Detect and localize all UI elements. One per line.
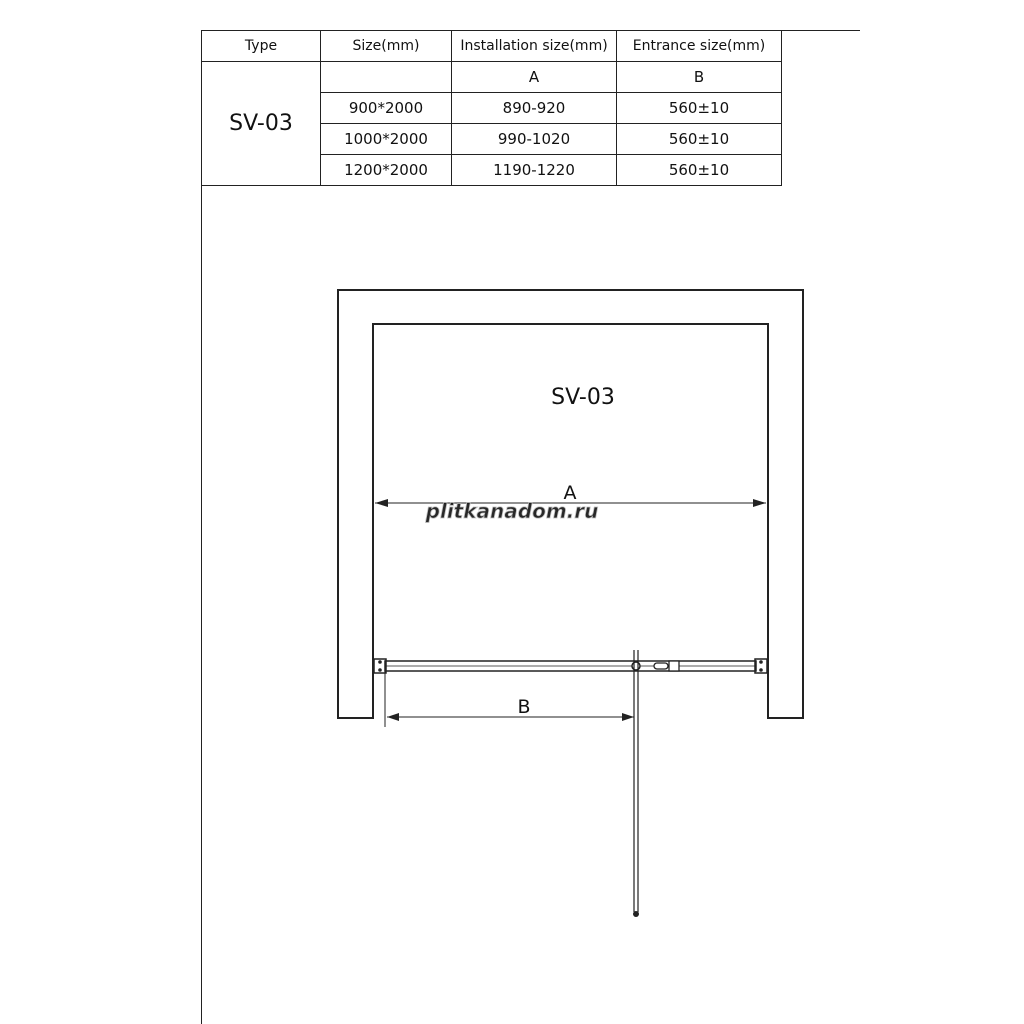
door-panel-end bbox=[633, 911, 639, 917]
row-size: 1000*2000 bbox=[321, 124, 452, 155]
header-entrance-size: Entrance size(mm) bbox=[617, 31, 782, 62]
connector-clip bbox=[654, 663, 668, 669]
dimension-b-arrow-left bbox=[387, 713, 399, 721]
left-bracket-screw bbox=[378, 660, 382, 664]
dimension-a-arrow-right bbox=[753, 499, 766, 507]
row-size: 900*2000 bbox=[321, 93, 452, 124]
row-size: 1200*2000 bbox=[321, 155, 452, 186]
subheader-a: A bbox=[452, 62, 617, 93]
dimension-a-arrow-left bbox=[375, 499, 388, 507]
header-type: Type bbox=[202, 31, 321, 62]
dimension-b-label: B bbox=[517, 696, 531, 718]
row-entrance: 560±10 bbox=[617, 155, 782, 186]
connector-block bbox=[669, 661, 679, 671]
roller bbox=[632, 662, 640, 670]
row-entrance: 560±10 bbox=[617, 124, 782, 155]
row-installation: 890-920 bbox=[452, 93, 617, 124]
header-size: Size(mm) bbox=[321, 31, 452, 62]
right-bracket-screw bbox=[759, 668, 763, 672]
row-installation: 990-1020 bbox=[452, 124, 617, 155]
dimension-a-label: A bbox=[563, 482, 577, 504]
model-label: SV-03 bbox=[551, 385, 615, 410]
right-bracket-screw bbox=[759, 660, 763, 664]
type-value: SV-03 bbox=[202, 62, 321, 186]
subheader-b: B bbox=[617, 62, 782, 93]
row-installation: 1190-1220 bbox=[452, 155, 617, 186]
header-installation-size: Installation size(mm) bbox=[452, 31, 617, 62]
left-bracket-screw bbox=[378, 668, 382, 672]
row-entrance: 560±10 bbox=[617, 93, 782, 124]
dimension-b-arrow-right bbox=[622, 713, 634, 721]
watermark: plitkanadom.ru bbox=[425, 499, 599, 523]
